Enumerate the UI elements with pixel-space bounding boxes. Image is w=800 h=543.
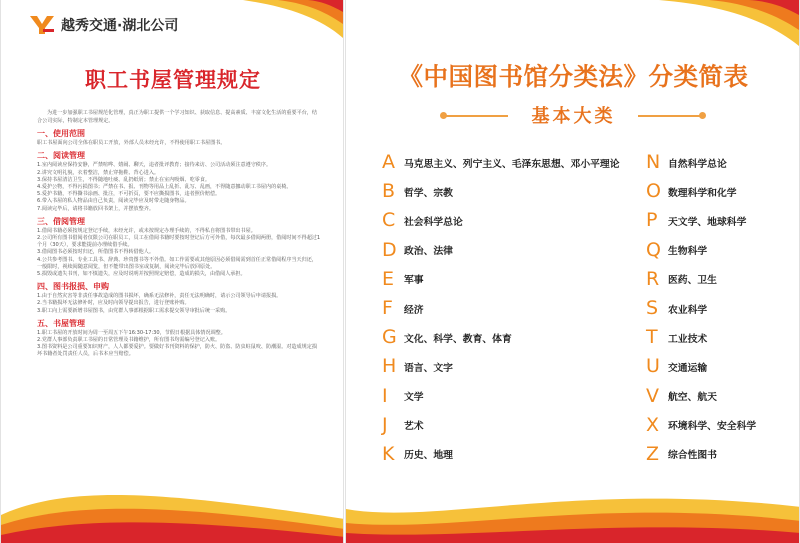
class-letter: U xyxy=(646,355,660,378)
class-name: 艺术 xyxy=(404,421,424,433)
logo-text: 越秀交通·湖北公司 xyxy=(61,18,179,34)
class-letter: V xyxy=(646,384,659,407)
classification-poster xyxy=(345,0,800,543)
class-item xyxy=(646,148,756,177)
class-name: 经济 xyxy=(404,304,424,316)
class-letter: S xyxy=(646,297,659,320)
class-name: 航空、航天 xyxy=(668,392,717,404)
rule-item: 4.爱护公物，不得污损图书；严禁在书、报、刊物等用品上乱折、乱写、乱画，不得随意挪动职工书屋内的桌椅。 xyxy=(37,184,292,190)
rule-item: 2.当书籍损坏无法修补时，应及时向领导提出报告，进行登账补购。 xyxy=(37,300,190,307)
class-letter: E xyxy=(382,267,395,290)
class-item xyxy=(646,294,756,323)
class-name: 综合性图书 xyxy=(668,450,717,462)
class-name: 数理科学和化学 xyxy=(668,187,737,199)
class-item xyxy=(382,323,620,352)
section-heading: 二、阅读管理 xyxy=(37,151,85,161)
class-letter: Q xyxy=(646,238,661,261)
corner-swoosh-decoration xyxy=(223,0,343,60)
class-letter: X xyxy=(646,413,660,436)
section-heading: 五、书屋管理 xyxy=(37,318,85,328)
class-letter: G xyxy=(382,326,397,349)
yuexiu-logo-icon xyxy=(29,14,55,36)
class-name: 哲学、宗教 xyxy=(404,187,453,199)
rule-item: 3.保持书屋清洁卫生，不得随地吐痰、乱扔纸屑；禁止在室内吸烟、吃零食。 xyxy=(37,176,210,183)
rule-item: 2.讲究文明礼貌，衣着整洁，禁止穿拖鞋、背心进入。 xyxy=(37,169,160,176)
rule-item: 1.室内阅读应保持安静，严禁喧哗、嬉闹、聊天，违者批评教育；接待来访、公司活动须注意遵守秩序。 xyxy=(37,162,272,169)
rule-item: 2.公司所有图书借阅者仅限公司在职员工，员工在借阅书籍时要按时登记后方可外借，每次最多借阅两册，借阅时间不得超过1个月（30天），要求能提前办理续借手续。 xyxy=(37,235,321,249)
class-item xyxy=(646,236,756,265)
class-item xyxy=(382,177,620,206)
class-letter: F xyxy=(382,297,393,320)
section-heading: 三、借阅管理 xyxy=(37,216,85,226)
class-name: 自然科学总论 xyxy=(668,158,727,170)
rule-item: 5.损毁或遗失书刊，如不慎遗失，应及时说明并按照规定赔偿，造成的损失，由借阅人承担。 xyxy=(37,271,246,278)
rule-item: 4.公共参考图书、专业工具书、辞典、珍贵图书等不外借。如工作需要或其他原因必须借阅需到首任正常借阅程序当天归还，一般限时，视续阅随意阅览，但不能带出图书室或复制，阅读完毕后放回原处。 xyxy=(37,256,317,270)
class-name: 语言、文字 xyxy=(404,362,453,374)
class-name: 农业科学 xyxy=(668,304,708,316)
class-letter: T xyxy=(646,326,658,349)
class-letter: R xyxy=(646,267,660,290)
class-letter: B xyxy=(382,180,396,203)
class-name: 军事 xyxy=(404,275,424,287)
class-item xyxy=(382,352,620,381)
section-heading: 四、图书报损、申购 xyxy=(37,282,109,292)
bottom-wave-decoration xyxy=(346,463,800,543)
class-name: 工业技术 xyxy=(668,333,708,345)
company-logo xyxy=(29,14,178,36)
rule-item: 3.图书资料是公司重要知识财产，人人都要爱护。要做好书刊资料的保护，防火、防盗、防虫蛀鼠咬、防潮湿。对造成规定损坏书籍者处罚责任人员，后书本应当赔偿。 xyxy=(37,344,317,358)
class-letter: J xyxy=(382,413,388,436)
rules-intro: 为进一步加强职工书屋规范化管理，真正为职工提供一个学习知识、获取信息、提高素质、丰富文化生活的重要平台，结合公司实际，特制定本管理规定。 xyxy=(37,110,317,124)
class-letter: A xyxy=(382,151,395,174)
class-name: 政治、法律 xyxy=(404,246,453,258)
class-letter: H xyxy=(382,355,397,378)
rule-item: 7.阅读完毕后，请将书籍放回书架上，并摆放整齐。 xyxy=(37,205,154,212)
class-column-left xyxy=(382,148,620,469)
rule-item: 1.借阅书籍必须按规定登记手续，未经允许，或未按规定办理手续的，不得私自将图书带出书屋。 xyxy=(37,227,256,234)
rules-body xyxy=(37,110,321,359)
rule-item: 3.借阅图书必须按时归还，所借图书不得转借他人。 xyxy=(37,249,154,256)
class-letter: C xyxy=(382,209,396,232)
rule-item: 5.爱护书籍，不得撕书涂画、批注，不可折页，要不应撕损图书，违者照价赔偿。 xyxy=(37,191,221,198)
class-name: 历史、地理 xyxy=(404,450,453,462)
class-item xyxy=(382,206,620,235)
class-name: 马克思主义、列宁主义、毛泽东思想、邓小平理论 xyxy=(404,158,620,170)
bottom-wave-decoration xyxy=(1,463,344,543)
class-letter: N xyxy=(646,151,661,174)
class-letter: O xyxy=(646,180,661,203)
class-name: 天文学、地球科学 xyxy=(668,216,747,228)
class-item xyxy=(646,382,756,411)
rule-item: 1.由于自然灾害等非责任事故造成的图书损坏，确系无法修补，责任无法明确时，请示公司领导后申请报损。 xyxy=(37,293,282,300)
class-item xyxy=(646,177,756,206)
class-item xyxy=(382,411,620,440)
divider-dot xyxy=(699,112,706,119)
class-name: 生物科学 xyxy=(668,246,708,258)
class-item xyxy=(382,148,620,177)
classification-title: 《中国图书馆分类法》分类简表 xyxy=(398,62,749,91)
class-name: 社会科学总论 xyxy=(404,216,463,228)
class-column-right xyxy=(646,148,756,469)
class-letter: D xyxy=(382,238,397,261)
rules-title: 职工书屋管理规定 xyxy=(85,68,261,92)
class-letter: I xyxy=(382,384,388,407)
class-item xyxy=(646,323,756,352)
class-name: 医药、卫生 xyxy=(668,275,717,287)
class-letter: Z xyxy=(646,442,660,465)
class-letter: P xyxy=(646,209,658,232)
class-item xyxy=(382,382,620,411)
divider-line xyxy=(638,115,702,117)
class-item xyxy=(646,206,756,235)
section-heading: 一、使用范围 xyxy=(37,129,85,139)
rule-item: 1.职工书屋的开放时间为周一至周五下午16:30-17:30，节假日根据具体情况调整。 xyxy=(37,329,226,336)
rule-item: 3.职工向上需要新增书屋图书，由党群人事部根据职工需求提交领导审批后统一采购。 xyxy=(37,307,231,314)
class-name: 交通运输 xyxy=(668,362,708,374)
class-name: 文化、科学、教育、体育 xyxy=(404,333,512,345)
class-item xyxy=(646,411,756,440)
rules-poster xyxy=(0,0,344,543)
rule-item: 2.党群人事部负责职工书屋的日常管理及书籍维护，所有图书均需编号登记入账。 xyxy=(37,337,221,344)
class-name: 环境科学、安全科学 xyxy=(668,421,757,433)
rule-item: 6.带入书屋的私人物品由自己负责，阅读完毕应及时带走随身物品。 xyxy=(37,198,190,205)
class-item xyxy=(646,352,756,381)
class-item xyxy=(382,265,620,294)
subtitle-row xyxy=(346,102,800,128)
class-item xyxy=(382,236,620,265)
subtitle: 基本大类 xyxy=(531,106,616,127)
class-item xyxy=(646,265,756,294)
class-name: 文学 xyxy=(404,392,424,404)
class-item xyxy=(382,294,620,323)
class-letter: K xyxy=(382,442,395,465)
rule-item: 职工书屋面向公司全体在职员工开放，外部人员未经允许，不得使用职工书屋图书。 xyxy=(37,140,226,147)
